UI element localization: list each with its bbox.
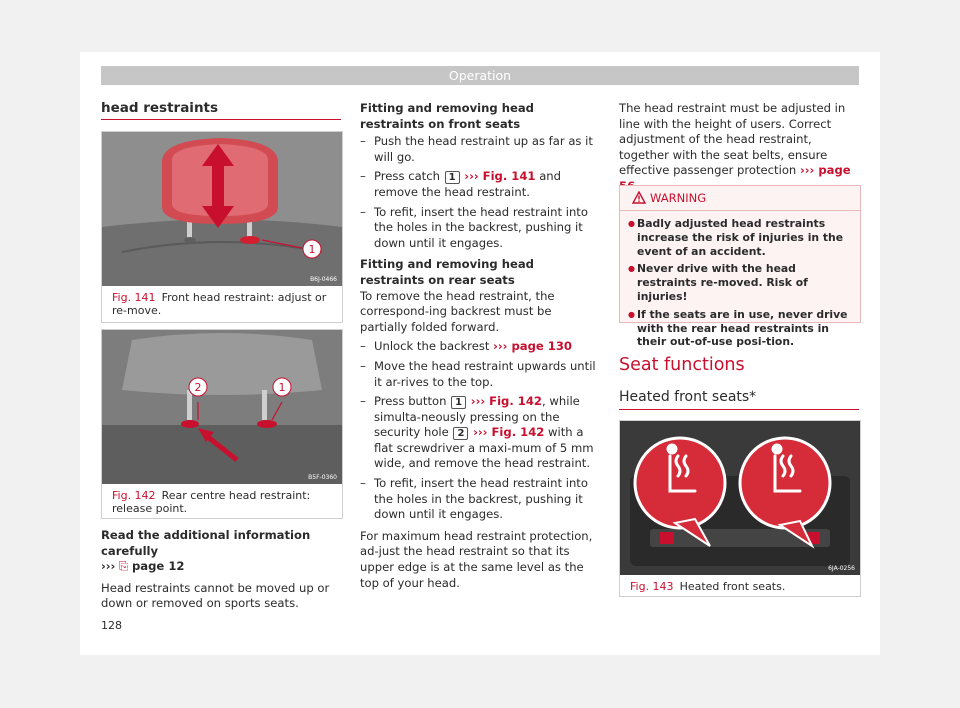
read-more-heading: Read the additional information carefully	[101, 528, 311, 558]
callout-1: 1	[278, 381, 286, 394]
figure-caption-text: Front head restraint: adjust or re-move.	[112, 291, 327, 317]
chapter-header: Operation	[101, 66, 859, 85]
book-icon: ⎘	[119, 559, 129, 574]
heated-seats-illustration	[620, 421, 860, 575]
rear-step-2: – Move the head restraint upwards until it ar-rives to the top.	[360, 359, 600, 390]
warning-header	[620, 186, 860, 211]
figure-code: B5F-0360	[308, 474, 337, 481]
front-step-2: – Press catch 1 ››› Fig. 141 and remove the head restraint.	[360, 169, 600, 200]
figure-number: Fig. 142	[112, 489, 156, 502]
rear-step-3: – Press button 1 ››› Fig. 142, while simulta-neously pressing on the security hole 2 ››› Fig. 142 with a flat screwdriver a maxi-mum of 5 mm wide, and remove the head restraint.	[360, 394, 600, 472]
rear-heading: Fitting and removing head restraints on rear seats	[360, 257, 534, 287]
page-130-link[interactable]: ››› page 130	[493, 339, 573, 354]
warning-box	[619, 185, 861, 349]
rear-step-4: – To refit, insert the head restraint into the holes in the backrest, pushing it down until it engages.	[360, 476, 600, 523]
figure-code: B6J-0466	[310, 276, 337, 283]
warning-title: WARNING	[650, 191, 707, 205]
figure-number: Fig. 143	[630, 580, 674, 593]
heated-seats-rule	[619, 409, 859, 410]
figure-code: 6JA-0256	[828, 565, 855, 572]
read-more-ref: ››› ⎘ page 12	[101, 559, 185, 574]
figure-142	[101, 329, 343, 519]
front-step-1: – Push the head restraint up as far as it will go.	[360, 134, 600, 165]
figure-caption-text: Heated front seats.	[679, 580, 786, 593]
callout-badge: 1	[451, 396, 466, 409]
front-head-restraint-illustration	[102, 132, 342, 286]
figure-143	[619, 420, 861, 597]
sports-seats-note: Head restraints cannot be moved up or down or removed on sports seats.	[101, 580, 330, 611]
figure-caption	[102, 484, 342, 515]
read-more-page-link[interactable]: page 12	[132, 559, 185, 574]
figure-141	[101, 131, 343, 323]
section-title: head restraints	[101, 100, 219, 116]
figure-caption-text: Rear centre head restraint: release point.	[112, 489, 311, 515]
callout-1: 1	[308, 243, 316, 256]
adjustment-paragraph: The head restraint must be adjusted in line with the height of users. Correct adjustment of the head restraint, together with the seat belts, ensure effective passenger protection ››› page	[619, 101, 859, 195]
callout-2: 2	[194, 381, 202, 394]
rear-head-restraint-illustration	[102, 330, 342, 484]
callout-badge: 2	[453, 427, 468, 440]
rear-step-1: – Unlock the backrest ››› page 130	[360, 339, 600, 355]
closing-paragraph: For maximum head restraint protection, ad-just the head restraint so that its upper edge is at the same level as the top of your head.	[360, 528, 593, 590]
section-title-rule	[101, 119, 341, 120]
figure-number: Fig. 141	[112, 291, 156, 304]
front-step-3: – To refit, insert the head restraint into the holes in the backrest, pushing it down until it engages.	[360, 205, 600, 252]
rear-intro: To remove the head restraint, the correspond-ing backrest must be partially folded forward.	[360, 288, 555, 334]
front-heading: Fitting and removing head restraints on front seats	[360, 101, 534, 131]
figure-caption	[102, 286, 342, 317]
fig-141-link[interactable]: ››› Fig. 141	[464, 169, 536, 184]
page-number: 128	[101, 619, 122, 632]
figure-caption	[620, 575, 860, 593]
middle-column-text	[360, 101, 600, 597]
warning-item: ● If the seats are in use, never drive with the rear head restraints in their out-of-use posi-tion.	[628, 308, 852, 349]
warning-triangle-icon	[632, 191, 646, 204]
warning-item: ● Never drive with the head restraints re-moved. Risk of injuries!	[628, 262, 852, 303]
callout-badge: 1	[445, 171, 460, 184]
warning-item: ● Badly adjusted head restraints increase the risk of injuries in the event of an accident.	[628, 217, 852, 258]
fig-142-link[interactable]: ››› Fig. 142	[473, 425, 545, 440]
heated-seats-heading: Heated front seats*	[619, 389, 757, 405]
warning-list	[620, 211, 860, 349]
fig-142-link[interactable]: ››› Fig. 142	[470, 394, 543, 409]
seat-functions-heading: Seat functions	[619, 355, 745, 375]
page-56-link[interactable]: ››› page	[799, 163, 851, 178]
left-column-text	[101, 528, 341, 618]
